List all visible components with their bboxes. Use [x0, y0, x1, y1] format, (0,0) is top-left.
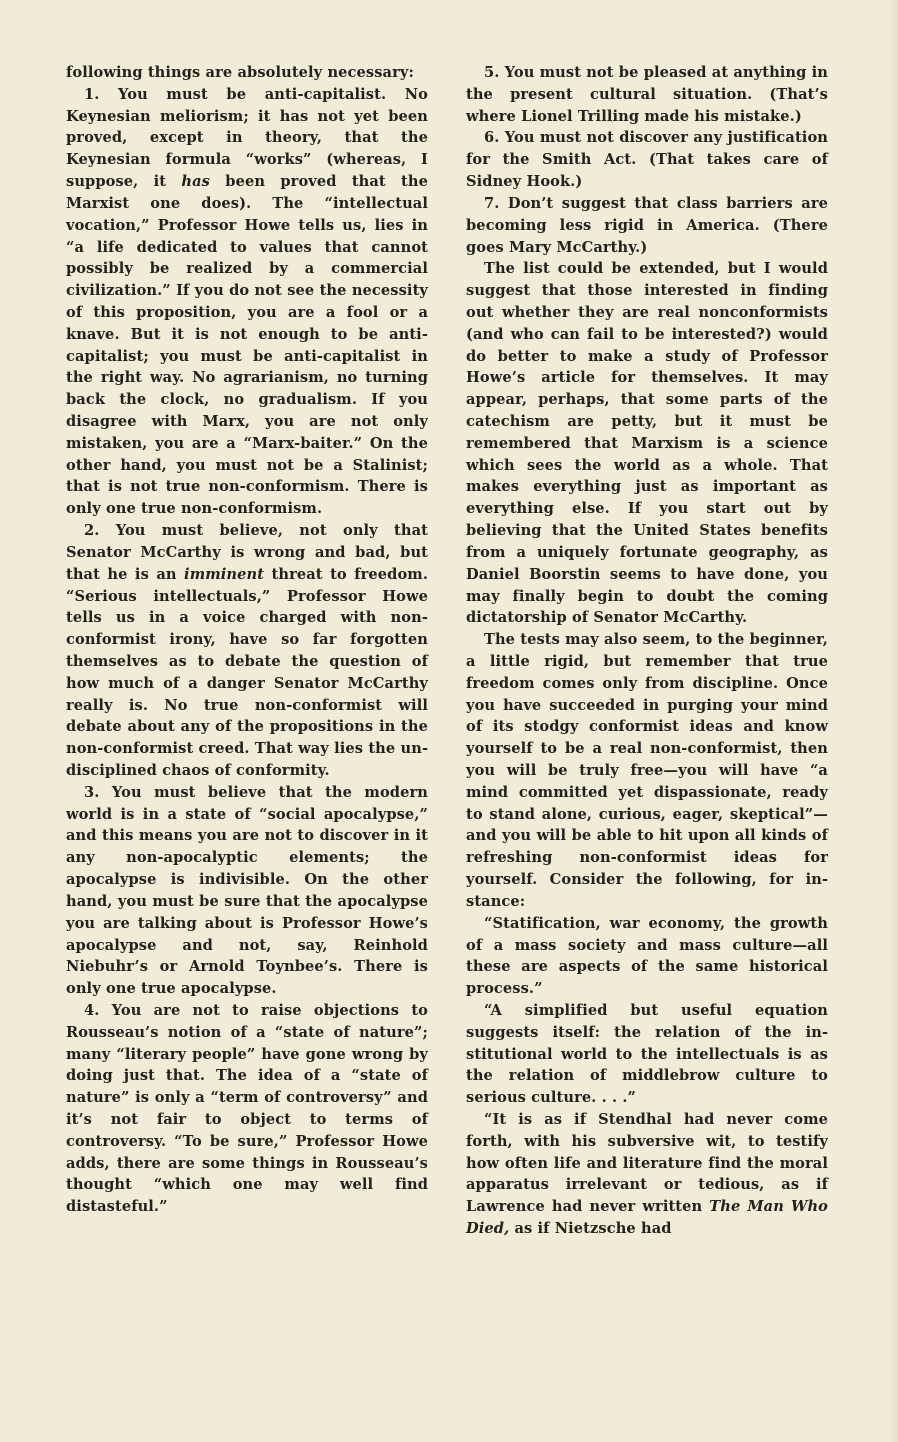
paragraph [66, 520, 428, 782]
paragraph [66, 1000, 428, 1218]
text-run: 2. You must believe, not only that Senator McCarthy is wrong and bad, but that he is an [66, 522, 428, 583]
paragraph [466, 629, 828, 913]
paragraph [466, 913, 828, 1000]
text-run: The list could be extended, but I would suggest that those interested in finding out whether they are real nonconformists (and who can fail to be interested?) would do better to make a study of Professor Howe’s article for themselves. It may appear, perhaps, that some parts of the catechism are petty, but it must be remembered that Marxism is a science which sees the world as a whole. That makes everything just as important as everything else. If you start out by believing that the United States benefits from a uniquely fortunate geography, as Daniel Boorstin seems to have done, you may finally begin to doubt the coming dictatorship of Senator McCarthy. [466, 260, 828, 627]
paragraph [466, 1000, 828, 1109]
paragraph [466, 62, 828, 127]
paragraph [66, 84, 428, 520]
left-text-column [66, 62, 428, 1218]
text-run: 6. You must not discover any justification for the Smith Act. (That takes care of Sidney Hook.) [466, 129, 828, 191]
italic-text: imminent [184, 565, 265, 583]
text-run: threat to freedom. “Serious intellectuals,” Professor Howe tells us in a voice charged with non-conformist irony, have so far forgotten themselves as to debate the question of how much of a danger Senator McCarthy really is. No true non-conformist will debate about any of the propositions in the non-conformist creed. That way lies the undisciplined chaos of conformity. [66, 565, 428, 779]
text-run: 3. You must believe that the modern world is in a state of “social apocalypse,” and this means you are not to discover in it any non-apocalyptic elements; the apocalypse is indivisible. On the other hand, you must be sure that the apocalypse you are talking about is Professor Howe’s apocalypse and not, say, Reinhold Niebuhr’s or Arnold Toynbee’s. There is only one true apocalypse. [66, 783, 428, 998]
text-run: been proved that the Marxist one does). The “intellectual vocation,” Professor Howe tells us, lies in “a life dedicated to values that cannot possibly be realized by a commercial civilization.” If you do not see the necessity of this proposition, you are a fool or a knave. But it is not enough to be anti-capitalist; you must be anti-capitalist in the right way. No agrarianism, no turning back the clock, no gradualism. If you disagree with Marx, you are not only mistaken, you are a “Marx-baiter.” On the other hand, you must not be a Stalinist; that is not true non-conformism. There is only one true non-conformism. [66, 173, 428, 518]
text-run: as if Nietzsche had [509, 1220, 672, 1238]
right-text-column [466, 62, 828, 1240]
paragraph [66, 782, 428, 1000]
text-run: “It is as if Stendhal had never come forth, with his subversive wit, to testify how often life and literature find the moral apparatus irrelevant or tedious, as if Lawrence had never written [466, 1111, 828, 1216]
paragraph [466, 258, 828, 629]
text-run: 5. You must not be pleased at anything in the present cultural situation. (That’s where Lionel Trilling made his mistake.) [466, 64, 828, 125]
italic-text: has [181, 173, 210, 191]
page-edge-shadow [888, 0, 898, 1442]
text-run: 1. You must be anti-capitalist. No Keynesian meliorism; it has not yet been proved, except in theory, that the Keynesian formula “works” (whereas, I suppose, it [66, 85, 428, 191]
italic-text: The Man Who Died, [466, 1198, 828, 1238]
text-run: “A simplified but useful equation suggests itself: the relation of the institutional world to the intellectuals is as the relation of middlebrow culture to serious culture. . . .” [466, 1001, 828, 1107]
text-run: 4. You are not to raise objections to Rousseau’s notion of a “state of nature”; many “literary people” have gone wrong by doing just that. The idea of a “state of nature” is only a “term of controversy” and it’s not fair to object to terms of controversy. “To be sure,” Professor Howe adds, there are some things in Rousseau’s thought “which one may well find distasteful.” [66, 1001, 428, 1216]
paragraph [466, 1109, 828, 1240]
paragraph [66, 62, 428, 84]
text-run: 7. Don’t suggest that class barriers are becoming less rigid in America. (There goes Mary McCarthy.) [466, 194, 828, 256]
text-run: “Statification, war economy, the growth of a mass society and mass culture—all these are aspects of the same historical process.” [466, 914, 828, 998]
text-run: The tests may also seem, to the beginner, a little rigid, but remember that true freedom comes only from discipline. Once you have succeeded in purging your mind of its stodgy conformist ideas and know yourself to be a real non-conformist, then you will be truly free—you will have “a mind committed yet dispassionate, ready to stand alone, curious, eager, skeptical”—and you will be able to hit upon all kinds of refreshing non-conformist ideas for yourself. Consider the following, for instance: [466, 631, 828, 910]
text-run: following things are absolutely necessary: [66, 64, 414, 81]
paragraph [466, 127, 828, 192]
paragraph [466, 193, 828, 258]
